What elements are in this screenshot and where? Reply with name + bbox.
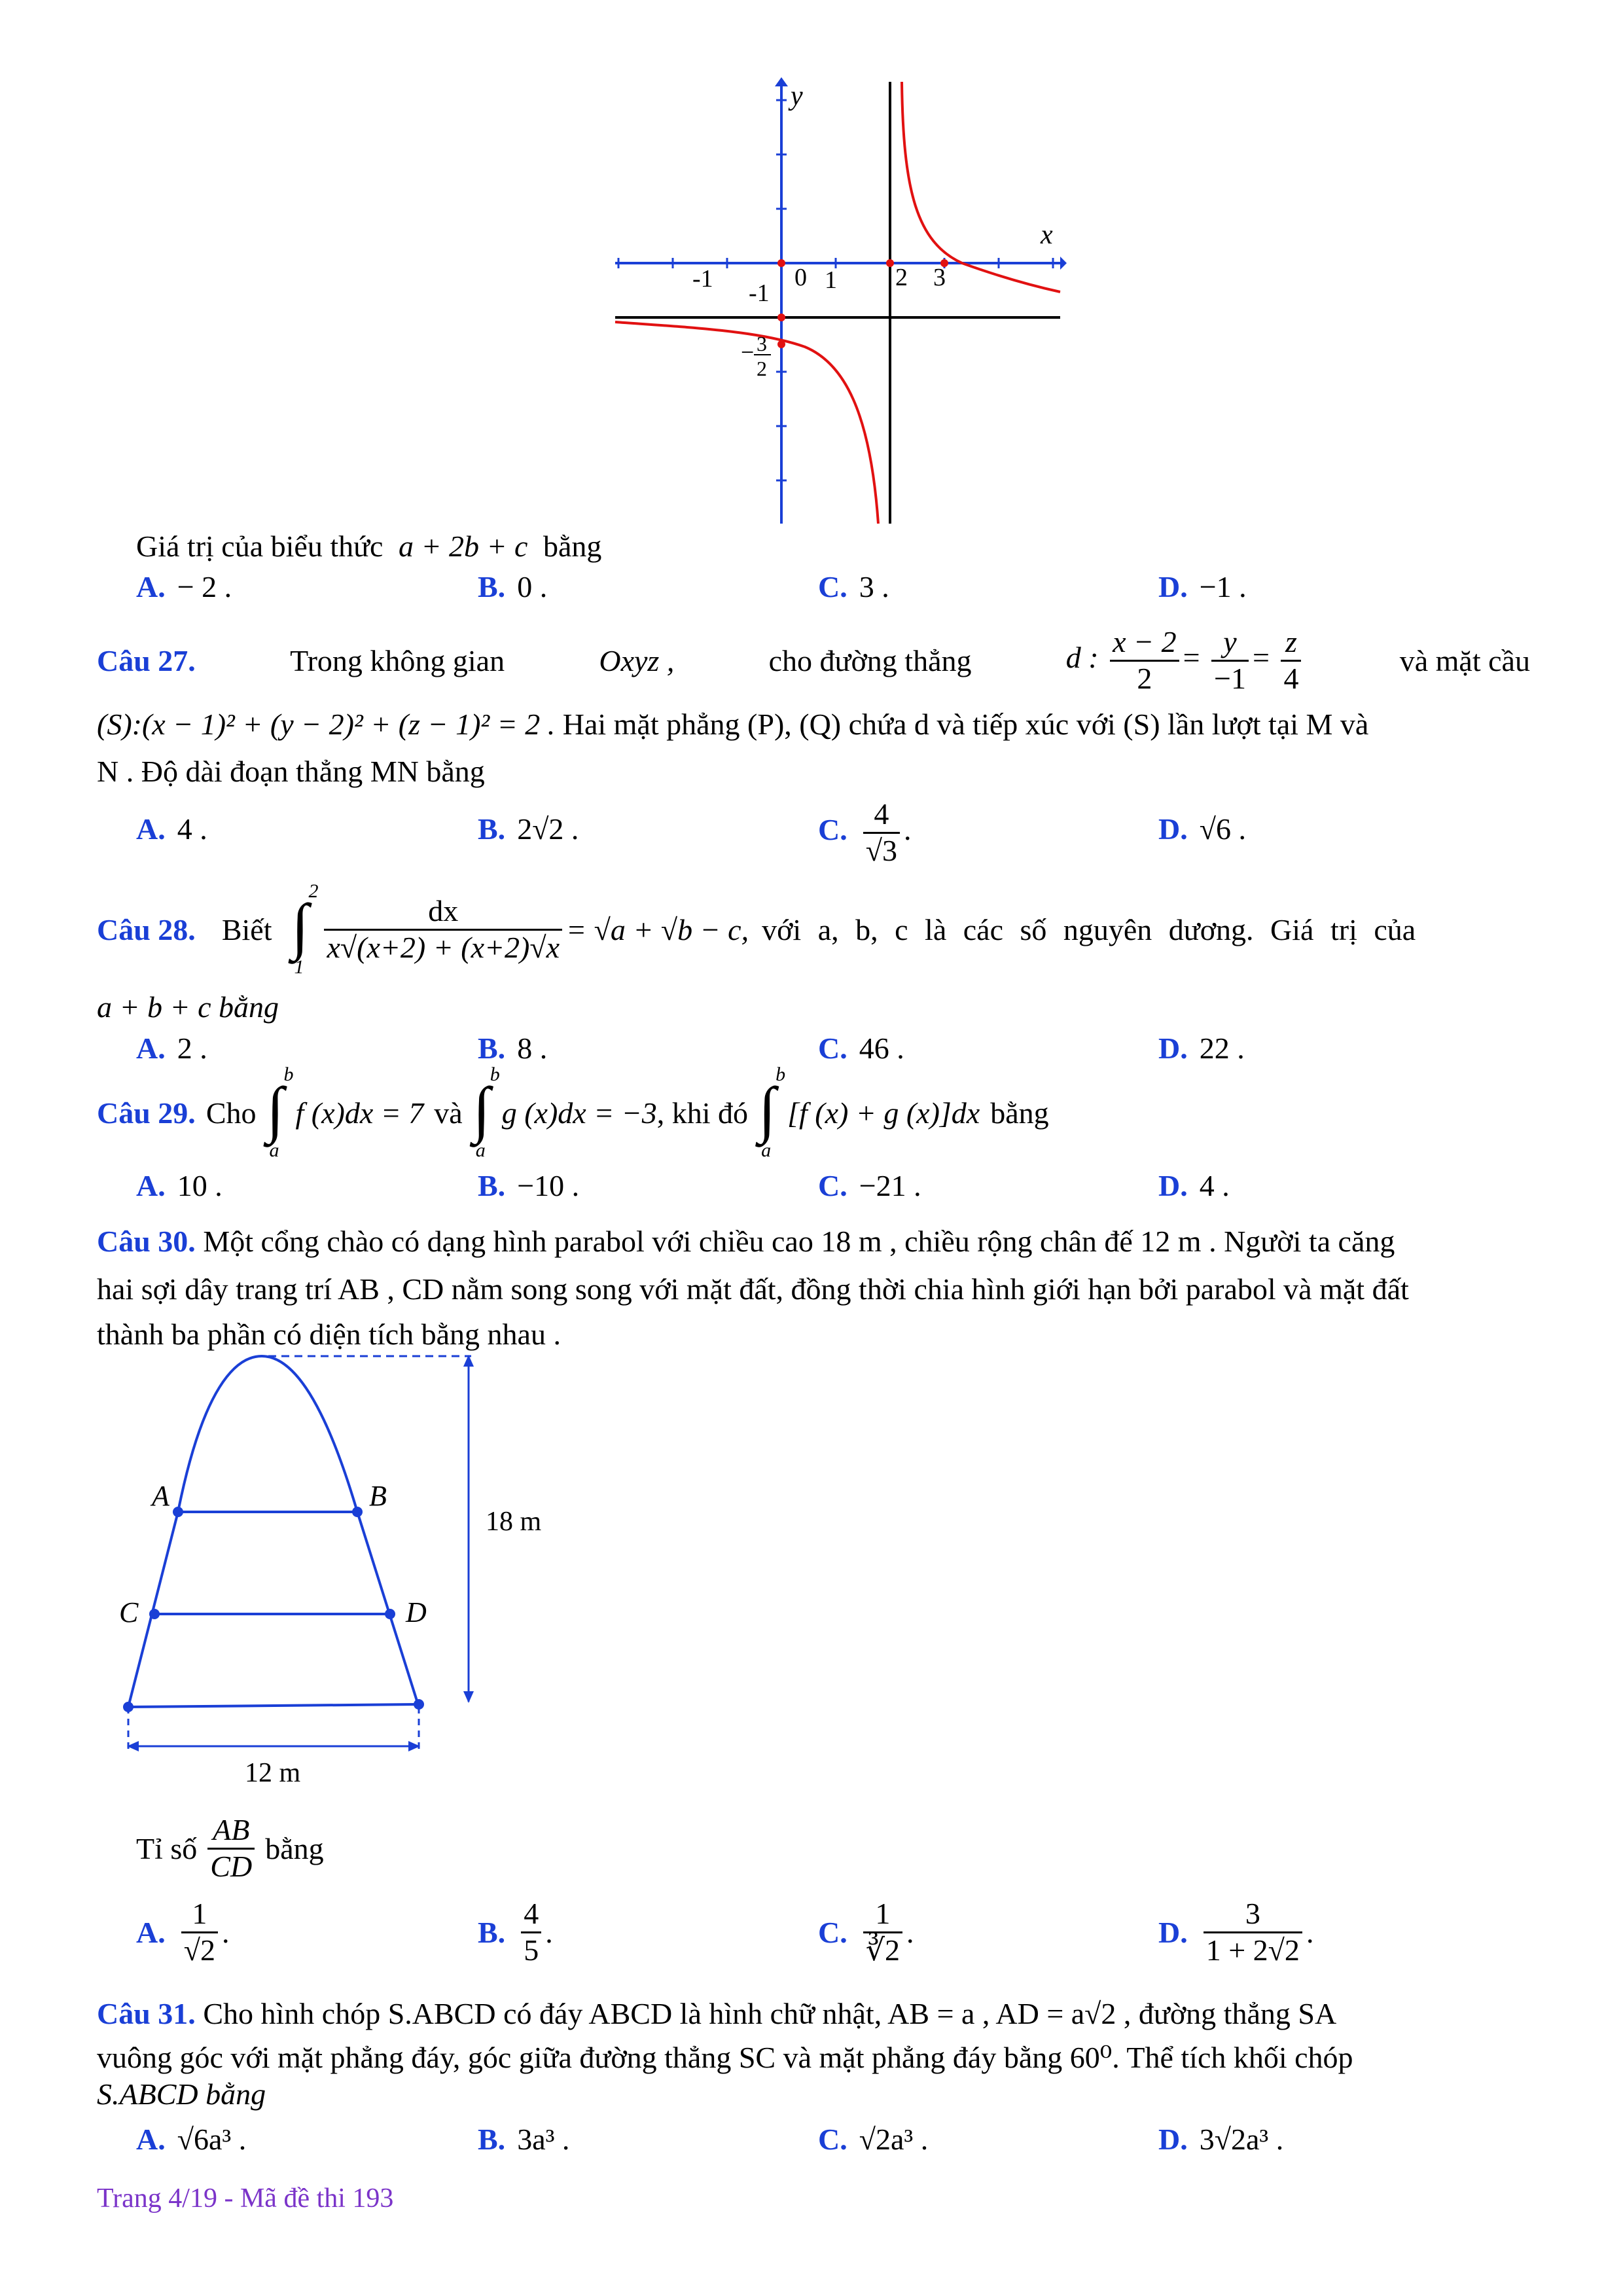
q30-line2: hai sợi dây trang trí AB , CD nằm song song với mặt đất, đồng thời chia hình giới hạn bởi parabol và mặt đất: [97, 1272, 1409, 1306]
q30-option-c[interactable]: C. $\frac{1}{∛2}$ .: [818, 1897, 914, 1967]
q30-option-b[interactable]: B. $\frac{4}{5}$ .: [478, 1897, 553, 1967]
point-c: [149, 1609, 160, 1619]
q28-option-b[interactable]: B. 8 .: [478, 1031, 548, 1065]
q26-option-a[interactable]: A. − 2 .: [136, 570, 232, 603]
q26-option-b[interactable]: B. 0 .: [478, 570, 548, 603]
label-a: A: [152, 1480, 169, 1512]
q28-line1: Câu 28. Biết 2 ∫ 1 $\frac{dx}{x√(x+2) + (x+2)√x}$ = √a + √b − c, với a, b, c là các số nguyên dương. Giá trị của: [97, 880, 1416, 978]
q29-option-c[interactable]: C. −21 .: [818, 1169, 921, 1202]
tick-label-neg1-x: -1: [692, 265, 713, 293]
q29-option-a[interactable]: A. 10 .: [136, 1169, 223, 1202]
label-c: C: [119, 1596, 139, 1628]
point-ground-right: [414, 1699, 424, 1710]
q28-option-d[interactable]: D. 22 .: [1158, 1031, 1245, 1065]
q30-label: Câu 30.: [97, 1225, 196, 1258]
tick-label-2: 2: [895, 264, 908, 291]
q31-option-a[interactable]: A. √6a³ .: [136, 2123, 247, 2156]
label-d: D: [406, 1596, 427, 1628]
x-axis-label: x: [1041, 220, 1053, 250]
point-d: [385, 1609, 395, 1619]
q26-prompt: Giá trị của biểu thức a + 2b + c bằng: [136, 529, 602, 563]
tick-label-minus: −: [741, 339, 755, 365]
parabola-gate-figure: [105, 1348, 576, 1793]
point-ground-left: [123, 1702, 134, 1712]
tick-label-3: 3: [933, 264, 946, 291]
q29-option-d[interactable]: D. 4 .: [1158, 1169, 1230, 1202]
line-equation: d : $\frac{x - 2}{2}$ = $\frac{y}{-1}$ = $\frac{z}{4}$: [1066, 625, 1306, 696]
q30-option-d[interactable]: D. $\frac{3}{1 + 2√2}$ .: [1158, 1897, 1314, 1967]
q27-line1: Câu 27. Trong không gian Oxyz , cho đường thẳng d : $\frac{x - 2}{2}$ = $\frac{y}{-1}$ = $\frac{z}{4}$ và mặt cầu: [97, 625, 1530, 695]
q26-option-d[interactable]: D. −1 .: [1158, 570, 1247, 603]
q28-option-a[interactable]: A. 2 .: [136, 1031, 207, 1065]
q26-option-c[interactable]: C. 3 .: [818, 570, 889, 603]
q28-option-c[interactable]: C. 46 .: [818, 1031, 904, 1065]
tick-label-0: 0: [794, 264, 807, 291]
q31-option-d[interactable]: D. 3√2a³ .: [1158, 2123, 1284, 2156]
point-y-intercept: [777, 314, 785, 321]
tick-label-neg1-y: -1: [749, 279, 770, 307]
q30-line1: Câu 30. Một cổng chào có dạng hình parabol với chiều cao 18 m , chiều rộng chân đế 12 m . Người ta căng: [97, 1225, 1395, 1258]
height-arrow-bottom: [463, 1691, 474, 1703]
point-2: [886, 259, 894, 267]
q31-label: Câu 31.: [97, 1997, 196, 2030]
q27-option-c[interactable]: C. $\frac{4}{√3}$ .: [818, 797, 912, 867]
label-b: B: [369, 1480, 387, 1512]
q31-line2: vuông góc với mặt phẳng đáy, góc giữa đường thẳng SC và mặt phẳng đáy bằng 60⁰. Thể tích khối chóp: [97, 2041, 1353, 2074]
q27-line2: (S):(x − 1)² + (y − 2)² + (z − 1)² = 2 . Hai mặt phẳng (P), (Q) chứa d và tiếp xúc với (S) lần lượt tại M và: [97, 708, 1369, 741]
label-height: 18 m: [486, 1507, 542, 1537]
y-axis-arrow: [775, 77, 788, 86]
x-axis-arrow: [1060, 257, 1067, 270]
tick-label-neg3-2-num: 3: [757, 332, 767, 355]
q27-option-b[interactable]: B. 2√2 .: [478, 812, 579, 846]
q27-line3: N . Độ dài đoạn thẳng MN bằng: [97, 755, 485, 788]
q29-line1: Câu 29. Cho b ∫ a f (x)dx = 7 và b ∫ a g (x)dx = −3 , khi đó b ∫ a [f (x) + g (x)]dx bằng: [97, 1064, 1049, 1161]
q28-label: Câu 28.: [97, 912, 196, 946]
tick-label-1: 1: [825, 266, 837, 294]
integral-sign: 2 ∫ 1: [291, 880, 319, 978]
ground-line: [128, 1704, 419, 1707]
point-a: [173, 1507, 183, 1517]
q27-option-a[interactable]: A. 4 .: [136, 812, 207, 846]
parabola-arc: [128, 1356, 419, 1707]
q30-line3: thành ba phần có diện tích bằng nhau .: [97, 1318, 561, 1351]
y-axis-label: y: [791, 81, 803, 111]
hyperbola-graph: [609, 72, 1067, 530]
q29-label: Câu 29.: [97, 1096, 196, 1130]
tick-label-neg3-2-den: 2: [757, 357, 767, 380]
q27-option-d[interactable]: D. √6 .: [1158, 812, 1246, 846]
q27-label: Câu 27.: [97, 643, 196, 677]
q31-line1: Câu 31. Cho hình chóp S.ABCD có đáy ABCD là hình chữ nhật, AB = a , AD = a√2 , đường thẳng SA: [97, 1997, 1337, 2030]
q31-option-b[interactable]: B. 3a³ .: [478, 2123, 570, 2156]
q30-ratio: Tỉ số $\frac{AB}{CD}$ bằng: [136, 1813, 324, 1883]
point-b: [352, 1507, 363, 1517]
label-width: 12 m: [245, 1758, 301, 1788]
q29-option-b[interactable]: B. −10 .: [478, 1169, 580, 1202]
point-neg3-2: [777, 340, 785, 348]
hyperbola-right-branch: [902, 82, 1060, 292]
q30-option-a[interactable]: A. $\frac{1}{√2}$ .: [136, 1897, 230, 1967]
q28-line2: a + b + c bằng: [97, 990, 279, 1024]
q31-option-c[interactable]: C. √2a³ .: [818, 2123, 929, 2156]
q31-line3: S.ABCD bằng: [97, 2077, 266, 2111]
point-0-neg1: [777, 259, 785, 267]
page-footer: Trang 4/19 - Mã đề thi 193: [97, 2183, 394, 2214]
